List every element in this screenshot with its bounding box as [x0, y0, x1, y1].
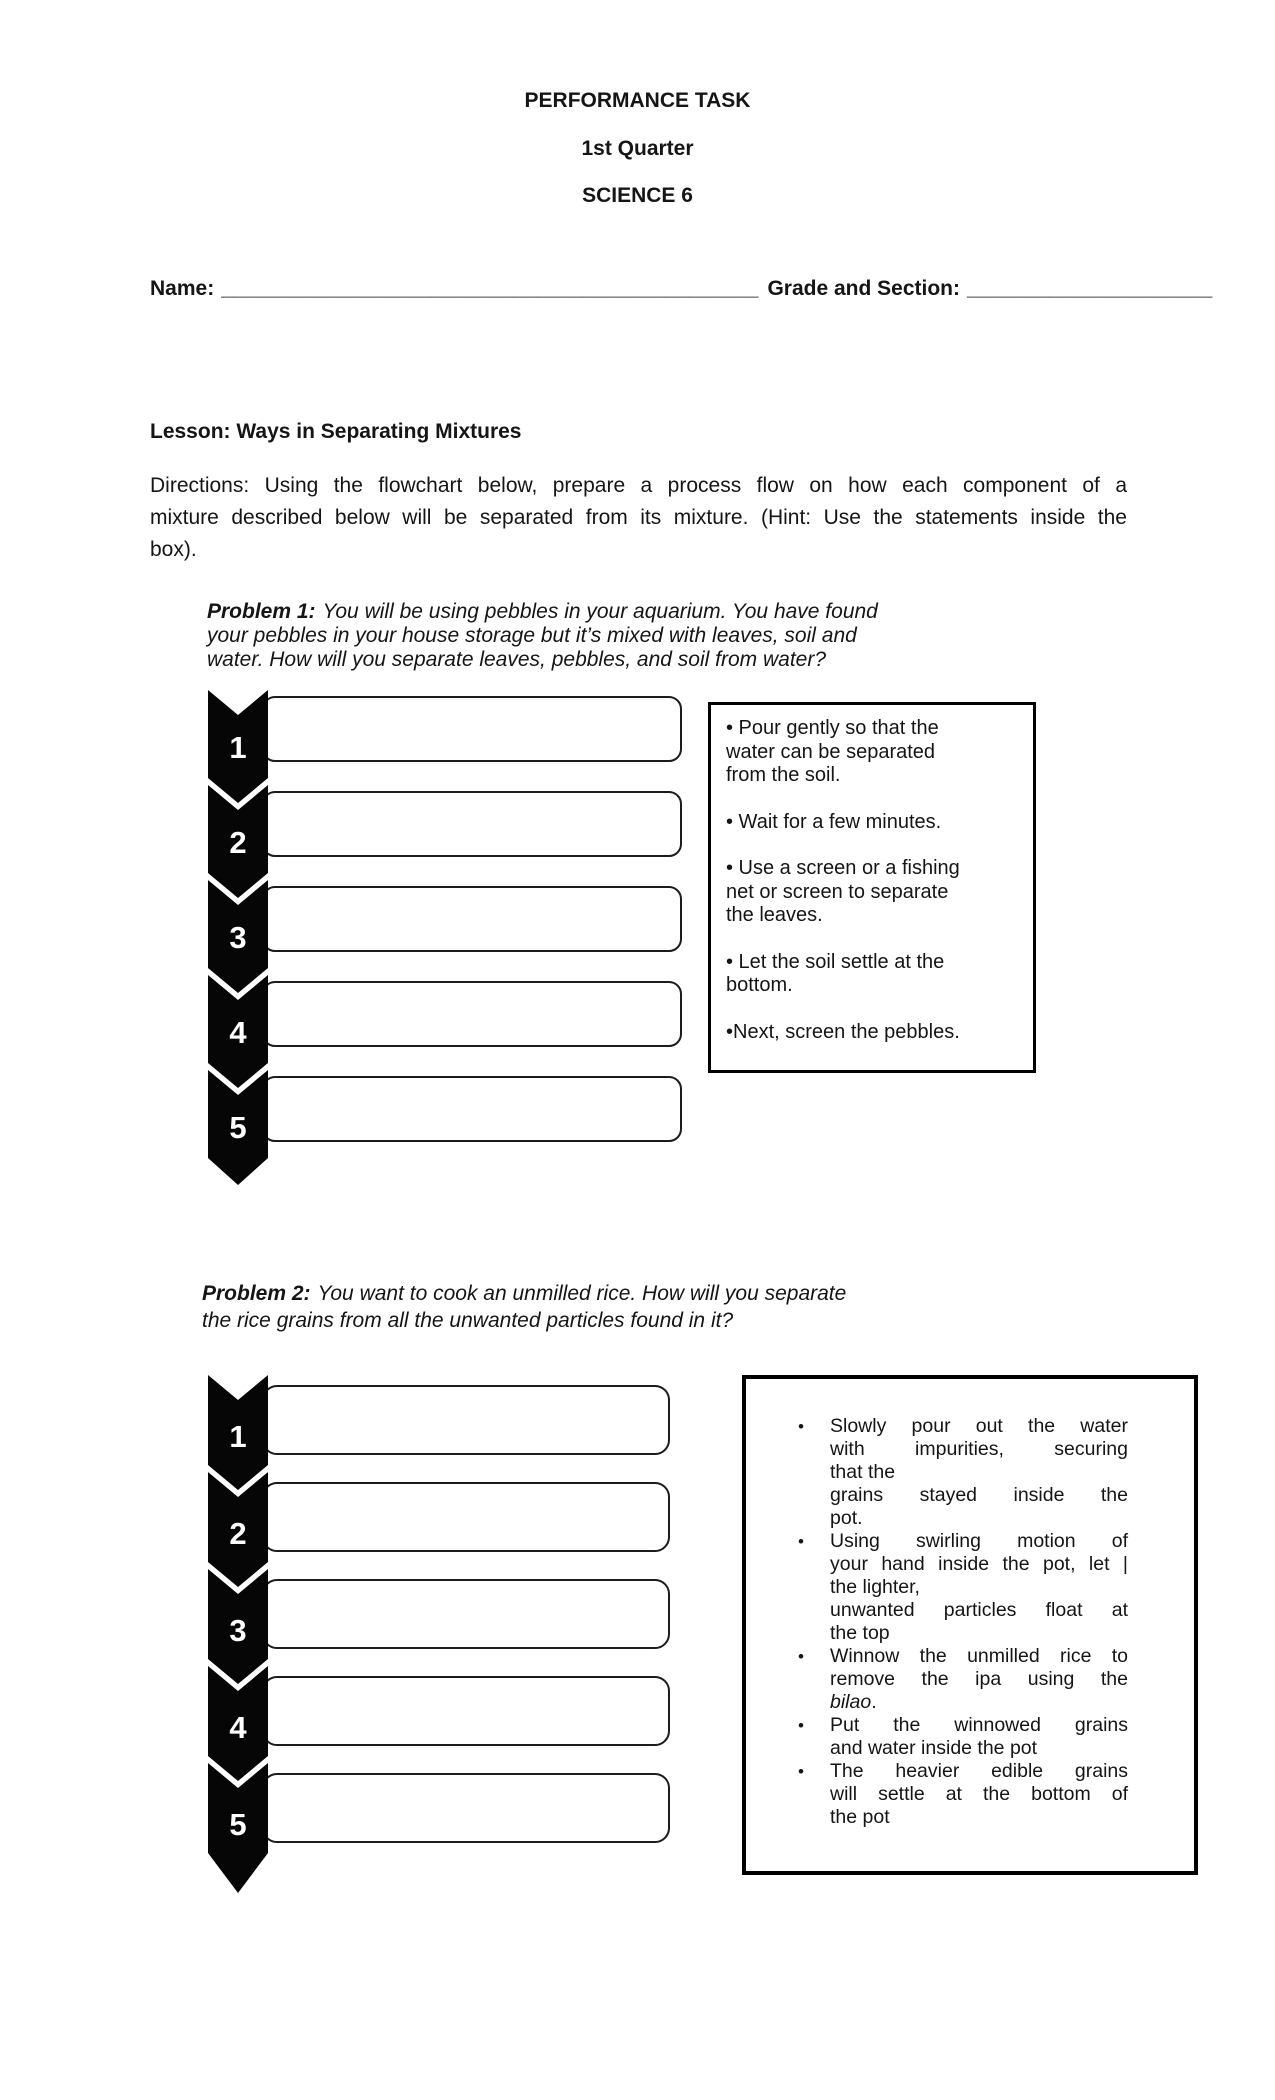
hint-line: pot. — [830, 1507, 863, 1529]
hint-line: Winnow the unmilled rice to — [830, 1645, 1128, 1667]
bullet-icon: • — [798, 1762, 804, 1781]
hint-text — [830, 1760, 1128, 1829]
problem1-line: You will be using pebbles in your aquarium. You have found — [322, 600, 878, 623]
bullet-icon: • — [798, 1417, 804, 1436]
hint-line: • Use a screen or a fishing — [726, 857, 960, 879]
problem1-flowchart — [208, 690, 1108, 1210]
directions-line: box). — [150, 538, 197, 561]
flow1-step-box-3[interactable] — [262, 886, 682, 952]
hint-line: the leaves. — [726, 904, 823, 926]
hint-item — [726, 811, 1030, 835]
hint-text — [830, 1415, 1128, 1530]
flow2-step-number-1: 1 — [229, 1419, 247, 1454]
flow1-step-number-2: 2 — [229, 825, 247, 860]
hint-line: the lighter, — [830, 1576, 920, 1598]
flow2-step-number-4: 4 — [229, 1710, 247, 1745]
problem1-hint-box — [708, 702, 1036, 1073]
course-subtitle: SCIENCE 6 — [582, 184, 693, 207]
flow2-step-box-5[interactable] — [262, 1773, 670, 1843]
hint-line: with impurities, securing — [830, 1438, 1128, 1460]
flow1-step-number-5: 5 — [229, 1110, 247, 1145]
hint-line: • Let the soil settle at the — [726, 950, 945, 973]
hint-item — [726, 951, 1030, 998]
name-section-row — [150, 277, 1221, 301]
flow1-step-box-1[interactable] — [262, 696, 682, 762]
hint-line: • Pour gently so that the — [726, 717, 939, 739]
hint-item — [726, 1021, 1030, 1045]
directions-text — [150, 470, 1127, 566]
hint-line — [830, 1691, 1128, 1714]
bullet-icon: • — [798, 1647, 804, 1666]
hint-text — [830, 1645, 1128, 1714]
directions-line: Directions: Using the flowchart below, prepare a process flow on how each component of a — [150, 474, 1127, 497]
hint-line: Using swirling motion of — [830, 1530, 1128, 1552]
hint-line: water can be separated — [726, 740, 936, 763]
flow1-step-box-5[interactable] — [262, 1076, 682, 1142]
flow1-step-box-2[interactable] — [262, 791, 682, 857]
hint-item — [746, 1714, 1194, 1760]
problem1-label: Problem 1: — [207, 600, 316, 623]
bullet-icon: • — [798, 1532, 804, 1551]
hint-item — [746, 1530, 1194, 1645]
hint-line: remove the ipa using the — [830, 1668, 1128, 1690]
grade-section-blank-field[interactable]: _____________________ — [967, 277, 1213, 300]
hint-line: Slowly pour out the water — [830, 1415, 1128, 1437]
hint-item — [726, 717, 1030, 788]
hint-item — [746, 1415, 1194, 1530]
hint-line: The heavier edible grains — [830, 1760, 1128, 1782]
quarter-subtitle: 1st Quarter — [581, 137, 694, 160]
flow2-step-box-4[interactable] — [262, 1676, 670, 1746]
flow2-step-box-1[interactable] — [262, 1385, 670, 1455]
page-title: PERFORMANCE TASK — [524, 89, 751, 112]
hint-line: will settle at the bottom of — [830, 1783, 1128, 1805]
grade-section-label: Grade and Section: — [767, 277, 960, 300]
problem2-line: the rice grains from all the unwanted particles found in it? — [202, 1309, 734, 1332]
hint-line: Put the winnowed grains — [830, 1714, 1128, 1736]
flow1-step-number-4: 4 — [229, 1015, 247, 1050]
lesson-heading: Lesson: Ways in Separating Mixtures — [150, 420, 522, 443]
flow1-step-number-3: 3 — [229, 920, 247, 955]
hint-item — [746, 1645, 1194, 1714]
hint-line: bottom. — [726, 974, 793, 996]
hint-line: •Next, screen the pebbles. — [726, 1020, 960, 1043]
hint-text — [830, 1714, 1128, 1760]
problem1-line: water. How will you separate leaves, pebbles, and soil from water? — [207, 648, 827, 671]
flow2-step-number-3: 3 — [229, 1613, 247, 1648]
directions-line: mixture described below will be separated from its mixture. (Hint: Use the statements inside the — [150, 506, 1127, 529]
hint-line: the top — [830, 1622, 890, 1644]
flow2-step-box-3[interactable] — [262, 1579, 670, 1649]
hint-line: net or screen to separate — [726, 880, 949, 903]
hint-line: that the — [830, 1461, 896, 1483]
problem2-flowchart — [208, 1375, 1218, 1945]
problem1-line: your pebbles in your house storage but it’s mixed with leaves, soil and — [207, 624, 857, 647]
name-blank-field[interactable]: ______________________________________________ — [221, 277, 759, 300]
flow2-step-number-5: 5 — [229, 1807, 247, 1842]
hint-line: • Wait for a few minutes. — [726, 810, 942, 833]
hint-line: grains stayed inside the — [830, 1484, 1128, 1506]
hint-line: from the soil. — [726, 764, 841, 786]
flow2-step-box-2[interactable] — [262, 1482, 670, 1552]
hint-italic-term: bilao — [830, 1691, 872, 1713]
problem1-statement — [207, 600, 878, 672]
hint-line: unwanted particles float at — [830, 1599, 1128, 1621]
hint-text — [830, 1530, 1128, 1645]
flow1-step-box-4[interactable] — [262, 981, 682, 1047]
bullet-icon: • — [798, 1716, 804, 1735]
problem2-hint-box — [742, 1375, 1198, 1875]
problem2-line: You want to cook an unmilled rice. How will you separate — [317, 1282, 847, 1305]
flow1-step-number-1: 1 — [229, 730, 247, 765]
hint-line: your hand inside the pot, let | — [830, 1553, 1128, 1575]
hint-line: the pot — [830, 1806, 890, 1828]
flow2-step-number-2: 2 — [229, 1516, 247, 1551]
hint-item — [746, 1760, 1194, 1829]
hint-line-suffix: . — [871, 1691, 877, 1713]
hint-item — [726, 857, 1030, 928]
name-label: Name: — [150, 277, 215, 300]
hint-line: and water inside the pot — [830, 1737, 1038, 1759]
problem2-label: Problem 2: — [202, 1282, 311, 1305]
problem2-statement — [202, 1280, 846, 1334]
